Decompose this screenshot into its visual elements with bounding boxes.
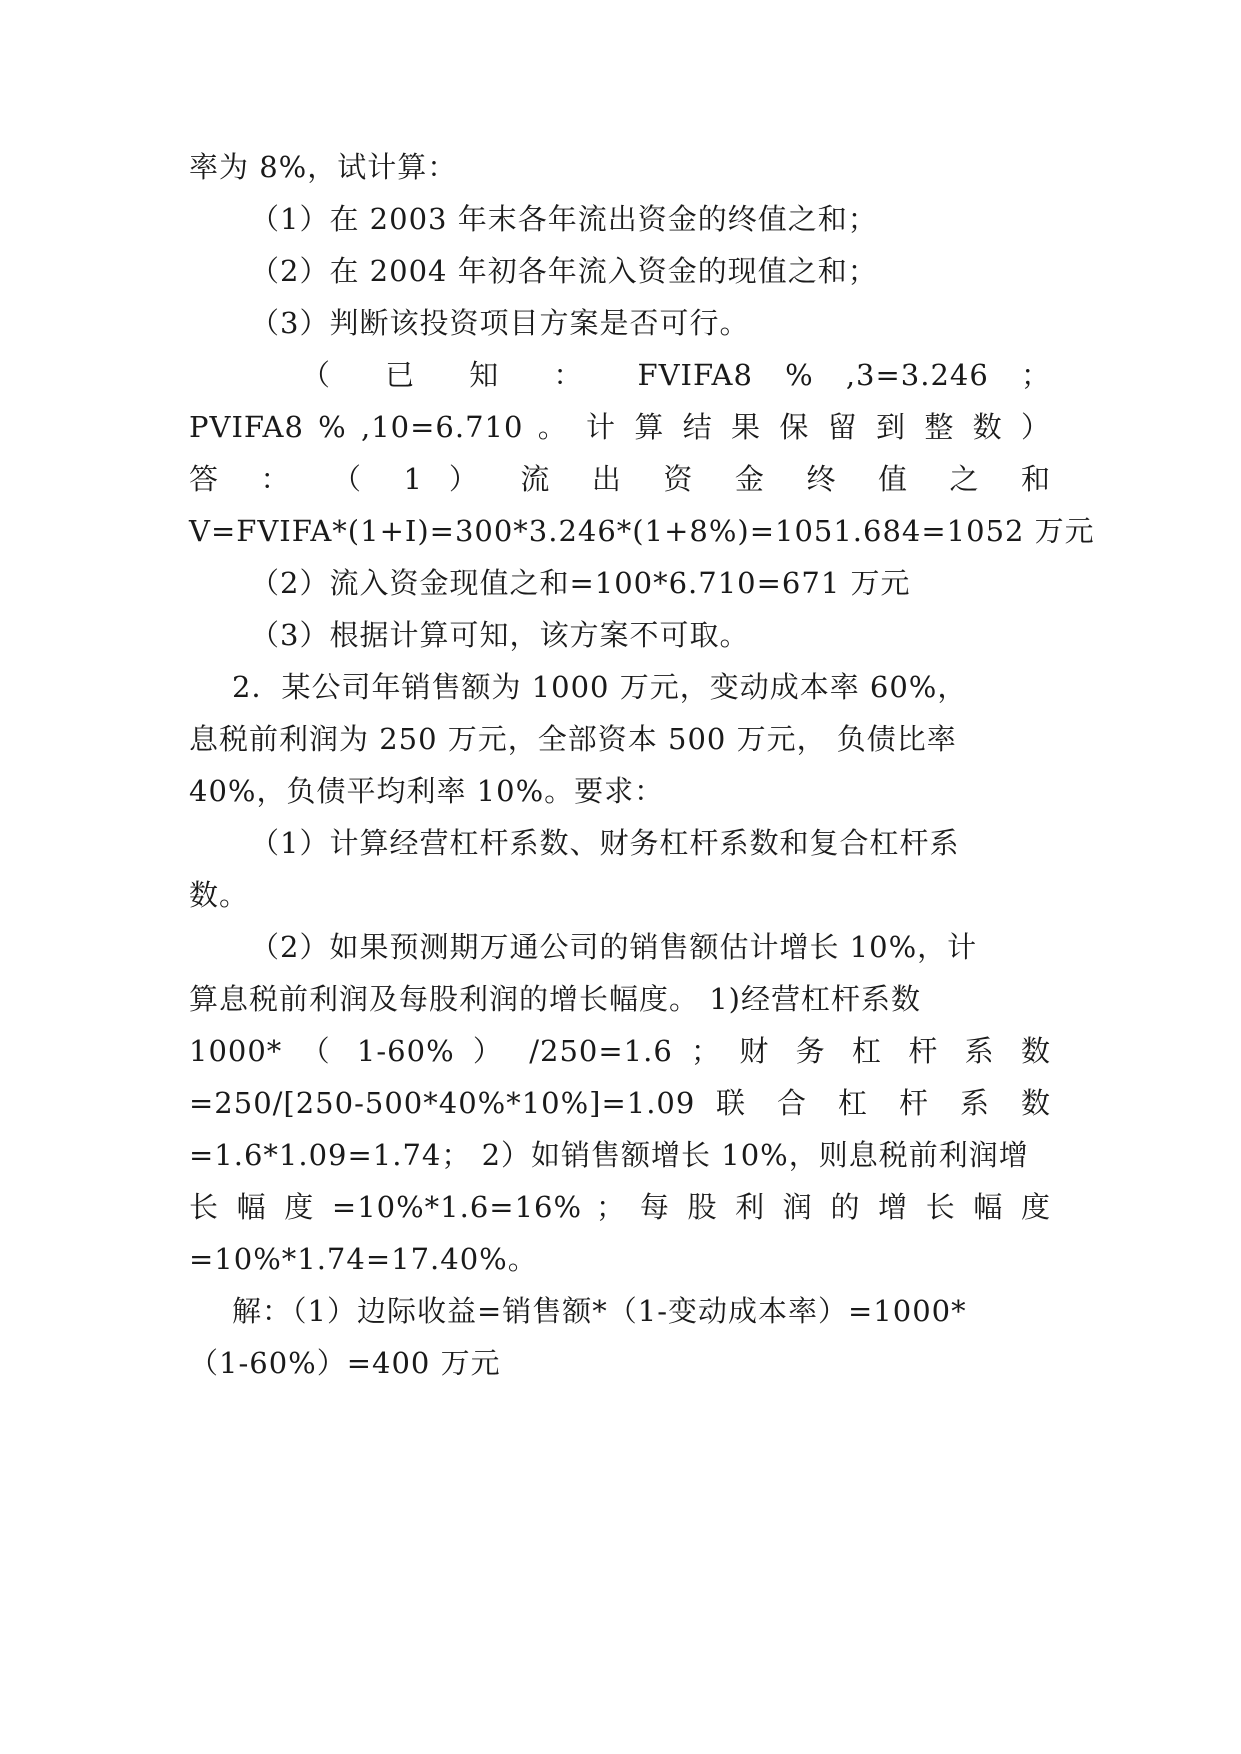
text-line-6: PVIFA8 % ,10=6.710 。 计 算 结 果 保 留 到 整 数 ）	[189, 410, 1051, 444]
text-line-24: （1-60%）=400 万元	[189, 1346, 501, 1380]
text-line-1: 率为 8%，试计算：	[189, 150, 458, 184]
text-line-7: 答 ： （ 1 ） 流 出 资 金 终 值 之 和	[189, 462, 1051, 496]
text-line-13: 40%，负债平均利率 10%。要求：	[189, 774, 665, 808]
text-line-8: V=FVIFA*(1+I)=300*3.246*(1+8%)=1051.684=1052 万元	[189, 514, 1095, 548]
text-line-19: =250/[250-500*40%*10%]=1.09 联 合 杠 杆 系 数	[189, 1086, 1051, 1120]
text-line-15: 数。	[189, 878, 250, 912]
text-line-18: 1000* （ 1-60% ） /250=1.6 ； 财 务 杠 杆 系 数	[189, 1034, 1051, 1068]
text-line-11: 2．某公司年销售额为 1000 万元，变动成本率 60%，	[232, 670, 968, 704]
text-line-12: 息税前利润为 250 万元，全部资本 500 万元， 负债比率	[189, 722, 957, 756]
text-line-20: =1.6*1.09=1.74； 2）如销售额增长 10%，则息税前利润增	[189, 1138, 1029, 1172]
text-line-21: 长 幅 度 =10%*1.6=16% ； 每 股 利 润 的 增 长 幅 度	[189, 1190, 1051, 1224]
text-line-2: （1）在 2003 年末各年流出资金的终值之和；	[250, 202, 878, 236]
text-line-22: =10%*1.74=17.40%。	[189, 1242, 538, 1276]
text-line-16: （2）如果预测期万通公司的销售额估计增长 10%，计	[250, 930, 978, 964]
text-line-23: 解：（1）边际收益=销售额*（1-变动成本率）=1000*	[232, 1294, 967, 1328]
text-line-4: （3）判断该投资项目方案是否可行。	[250, 306, 750, 340]
text-line-3: （2）在 2004 年初各年流入资金的现值之和；	[250, 254, 878, 288]
text-line-9: （2）流入资金现值之和=100*6.710=671 万元	[250, 566, 911, 600]
text-line-17: 算息税前利润及每股利润的增长幅度。 1)经营杠杆系数	[189, 982, 921, 1016]
text-line-10: （3）根据计算可知，该方案不可取。	[250, 618, 750, 652]
text-line-14: （1）计算经营杠杆系数、财务杠杆系数和复合杠杆系	[250, 826, 960, 860]
text-line-5: （ 已 知 ： FVIFA8 % ,3=3.246 ；	[301, 358, 1051, 392]
